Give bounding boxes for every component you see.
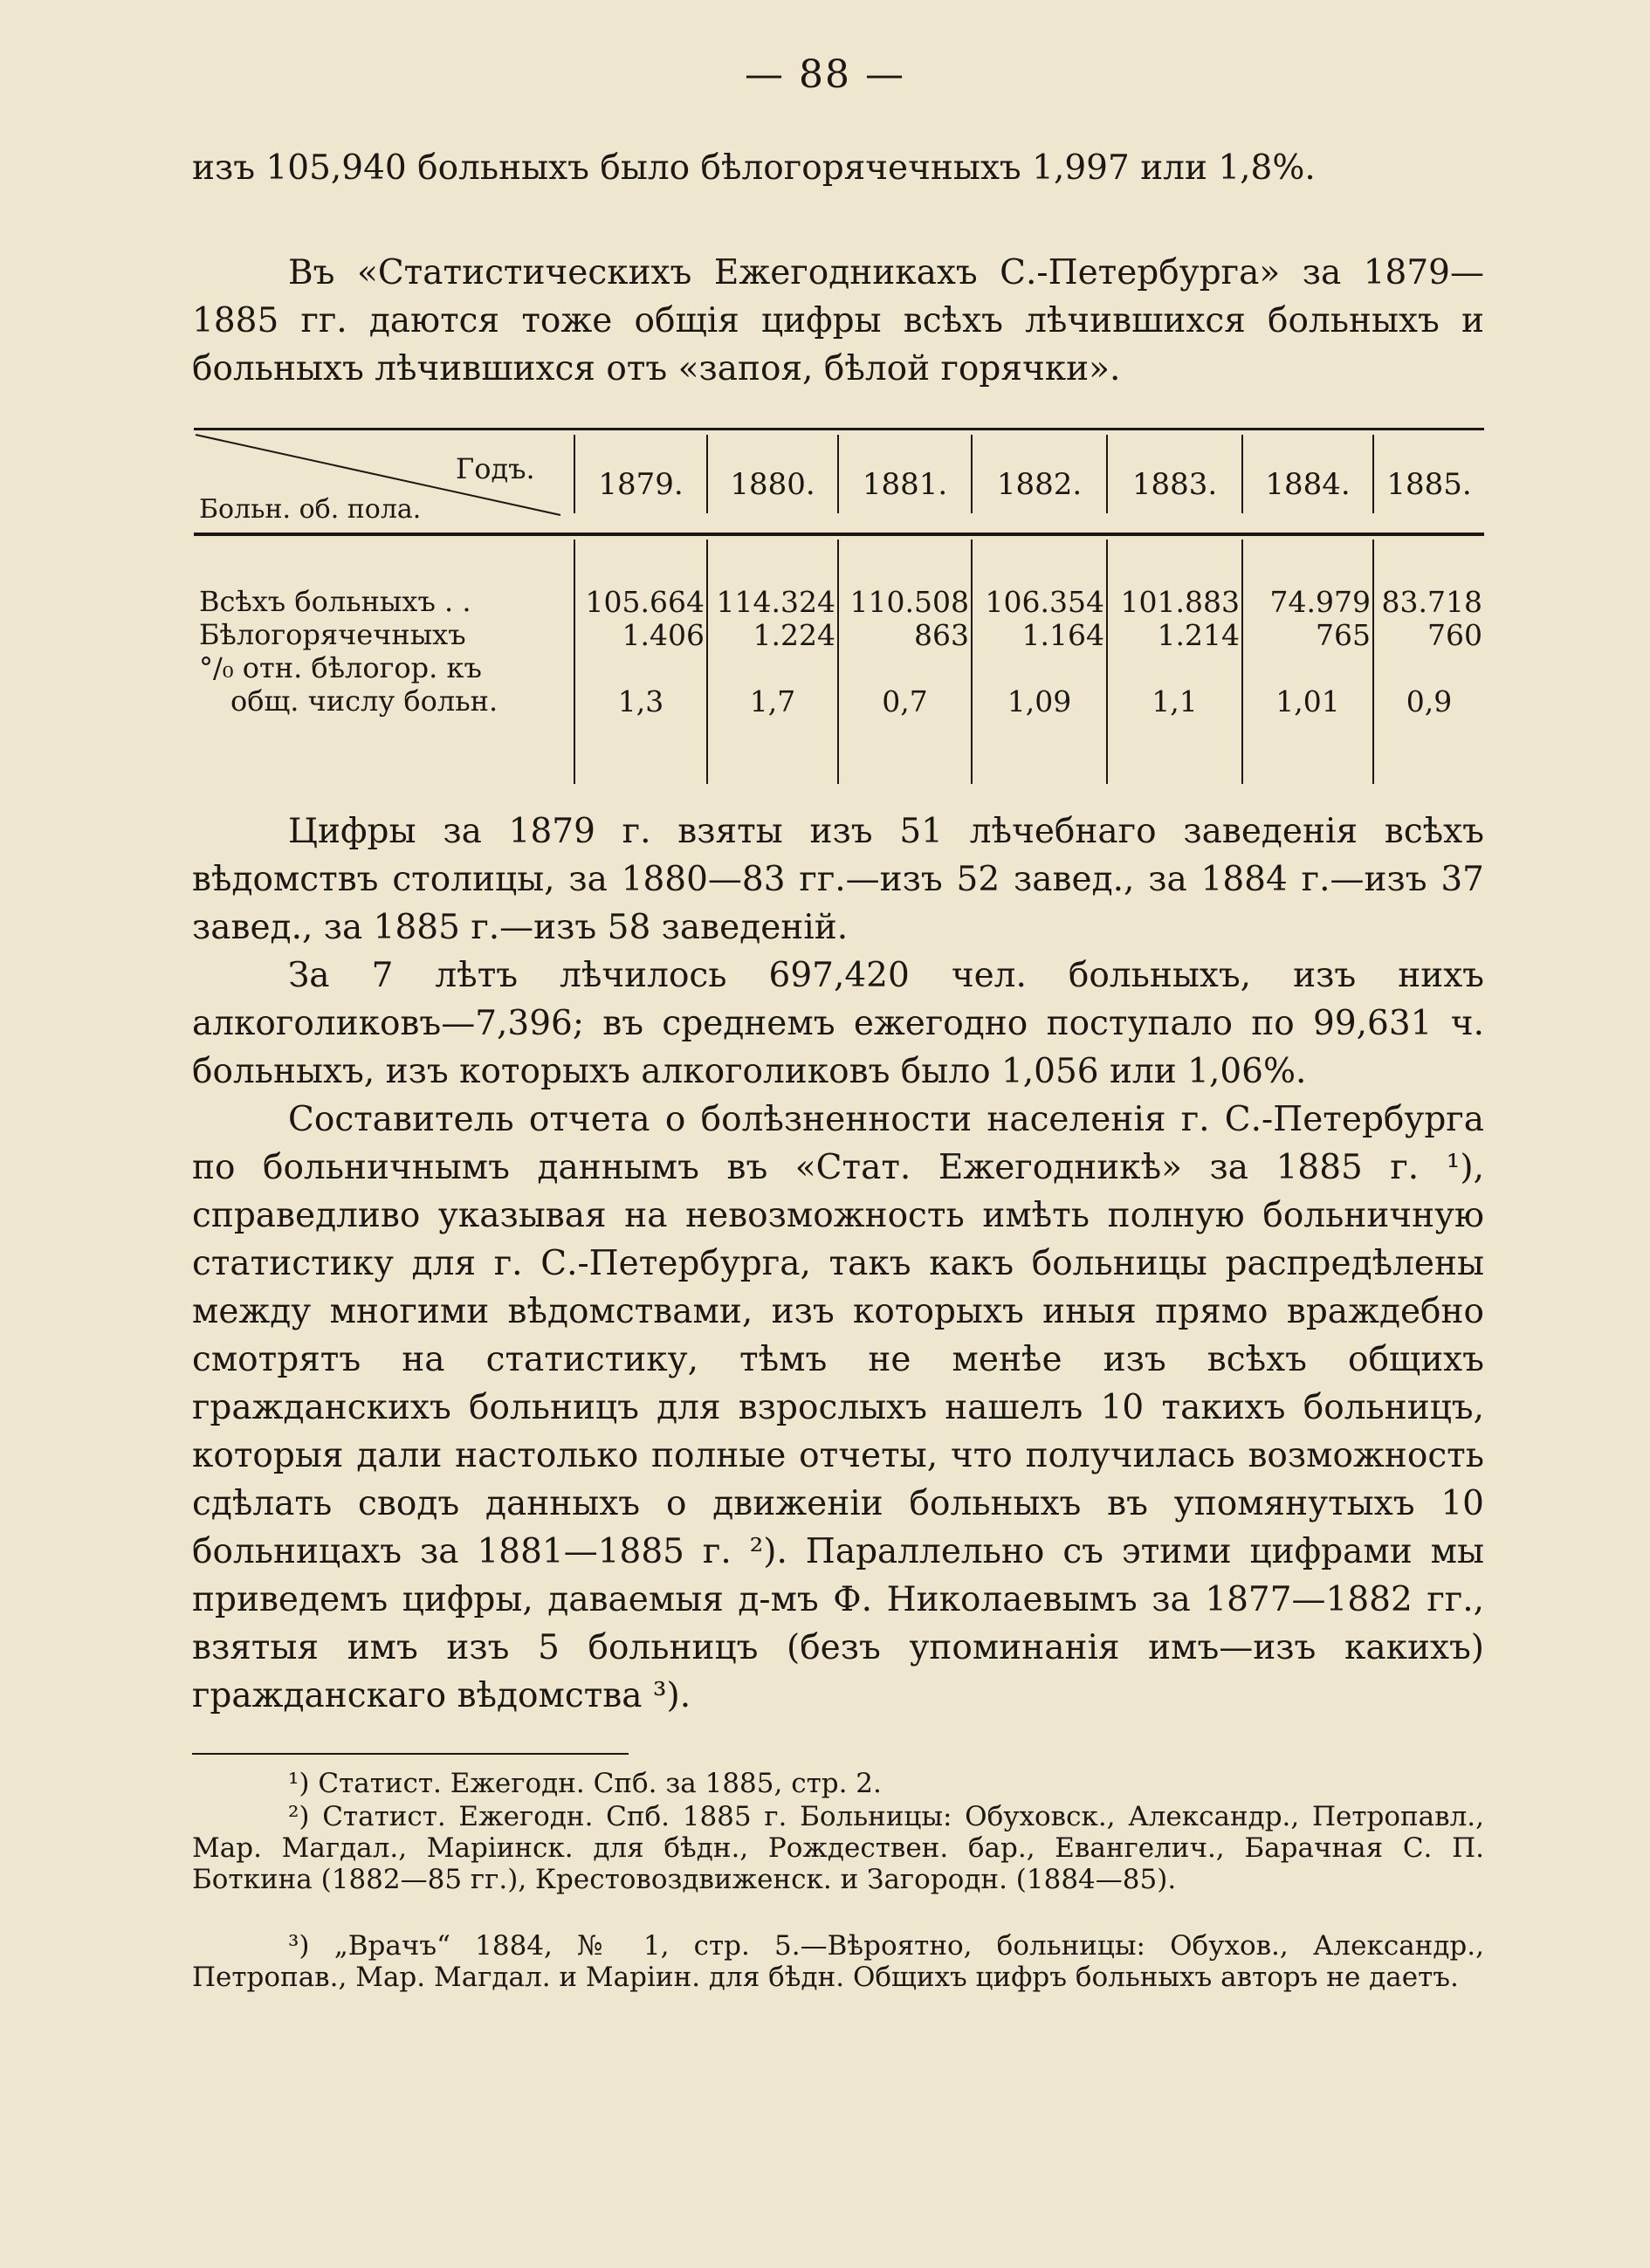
table-cell: 760: [1427, 618, 1482, 652]
table-cell: 110.508: [849, 585, 969, 619]
row-label-delirium: Бѣлогорячечныхъ: [199, 618, 466, 651]
year-header: 1881.: [862, 467, 948, 502]
year-header: 1879.: [598, 467, 684, 502]
table-cell: 1,3: [617, 684, 664, 718]
row-label-percent-line1: °/₀ отн. бѣлогор. къ: [199, 651, 482, 684]
year-header: 1882.: [996, 467, 1083, 502]
table-cell: 1,7: [749, 684, 796, 718]
table-cell: 106.354: [985, 585, 1104, 619]
table-cell: 1.164: [1021, 618, 1104, 652]
footnote-divider: [192, 1753, 629, 1755]
table-cell: 863: [914, 618, 969, 652]
table-vline: [1241, 540, 1243, 784]
footnote-2: ²) Статист. Ежегодн. Спб. 1885 г. Больницы: Обуховск., Александр., Петропавл., Мар. Магдал., Маріинск. для бѣдн., Рождествен. бар., Евангелич., Барачная С. П. Боткина (1882—85 гг.), Крестовоздвиженск. и Загородн. (1884—85).: [192, 1801, 1484, 1895]
table-vline: [1372, 540, 1374, 784]
table-cell: 0,9: [1406, 684, 1453, 718]
table-cell: 1.224: [753, 618, 835, 652]
paragraph-4: За 7 лѣтъ лѣчилось 697,420 чел. больныхъ, изъ нихъ алкоголиковъ—7,396; въ среднемъ ежегодно поступало по 99,631 ч. больныхъ, изъ которыхъ алкоголиковъ было 1,056 или 1,06%.: [192, 956, 1484, 1091]
statistics-table: [194, 428, 1484, 786]
footnote-1: ¹) Статист. Ежегодн. Спб. за 1885, стр. 2.: [288, 1768, 882, 1799]
footnote-3: ³) „Врачъ“ 1884, № 1, стр. 5.—Вѣроятно, больницы: Обухов., Александр., Петропав., Мар. Магдал. и Маріин. для бѣдн. Общихъ цифръ больныхъ авторъ не даетъ.: [192, 1930, 1484, 1993]
table-cell: 1,09: [1007, 684, 1072, 718]
paragraph-3: Цифры за 1879 г. взяты изъ 51 лѣчебнаго заведенія всѣхъ вѣдомствъ столицы, за 1880—83 гг.—изъ 52 завед., за 1884 г.—изъ 37 завед., за 1885 г.—изъ 58 заведеній.: [192, 812, 1484, 947]
table-cell: 83.718: [1381, 585, 1482, 619]
paragraph-1: изъ 105,940 больныхъ было бѣлогорячечныхъ 1,997 или 1,8%.: [192, 148, 1316, 188]
year-header: 1883.: [1131, 467, 1218, 502]
corner-year-label: Годъ.: [456, 452, 535, 485]
paragraph-5: Составитель отчета о болѣзненности населенія г. С.-Петербурга по больничнымъ даннымъ въ «Стат. Ежегодникѣ» за 1885 г. ¹), справедливо указывая на невозможность имѣть полную больничную статистику для г. С.-Петербурга, такъ какъ больницы распредѣлены между многими вѣдомствами, изъ которыхъ иныя прямо враждебно смотрятъ на статистику, тѣмъ не менѣе изъ всѣхъ общихъ гражданскихъ больницъ для взрослыхъ нашелъ 10 такихъ больницъ, которыя дали настолько полные отчеты, что получилась возможность сдѣлать сводъ данныхъ о движеніи больныхъ въ упомянутыхъ 10 больницахъ за 1881—1885 г. ²). Параллельно съ этими цифрами мы приведемъ цифры, даваемыя д-мъ Ф. Николаевымъ за 1877—1882 гг., взятыя имъ изъ 5 больницъ (безъ упоминанія имъ—изъ какихъ) гражданскаго вѣдомства ³).: [192, 1100, 1484, 1715]
table-cell: 0,7: [882, 684, 928, 718]
table-vline: [1106, 540, 1108, 784]
table-vline: [971, 540, 973, 784]
table-cell: 101.883: [1120, 585, 1240, 619]
table-cell: 105.664: [585, 585, 705, 619]
table-cell: 1.406: [622, 618, 705, 652]
table-cell: 765: [1316, 618, 1371, 652]
row-label-all-patients: Всѣхъ больныхъ . .: [199, 585, 471, 618]
year-header: 1884.: [1265, 467, 1351, 502]
corner-sex-label: Больн. об. пола.: [199, 494, 422, 525]
page-number: — 88 —: [745, 52, 905, 97]
table-cell: 1,01: [1275, 684, 1340, 718]
table-cell: 114.324: [716, 585, 835, 619]
table-vline: [837, 540, 839, 784]
table-cell: 1,1: [1152, 684, 1198, 718]
row-label-percent-line2: общ. числу больн.: [230, 684, 498, 718]
year-header: 1885.: [1386, 467, 1472, 502]
table-cell: 74.979: [1269, 585, 1371, 619]
table-header-rule: [194, 533, 1484, 536]
table-vline: [574, 540, 575, 784]
paragraph-2: Въ «Статистическихъ Ежегодникахъ С.-Петербурга» за 1879—1885 гг. даются тоже общія цифры всѣхъ лѣчившихся больныхъ и больныхъ лѣчившихся отъ «запоя, бѣлой горячки».: [192, 253, 1484, 388]
year-header: 1880.: [730, 467, 815, 502]
table-cell: 1.214: [1157, 618, 1240, 652]
table-vline: [706, 540, 708, 784]
